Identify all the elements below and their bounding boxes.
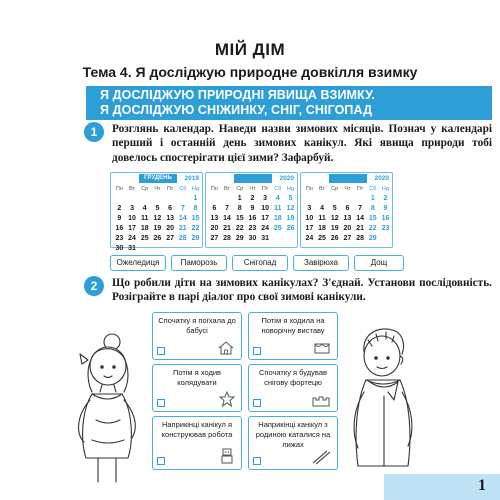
calendar-day[interactable]: 19 bbox=[330, 225, 339, 232]
calendar-day[interactable]: 13 bbox=[343, 215, 352, 222]
card-text: Спочатку я поїхала до бабусі bbox=[158, 316, 236, 335]
calendar-day bbox=[138, 244, 151, 254]
calendar-day[interactable]: 7 bbox=[225, 205, 229, 212]
calendar-day[interactable]: 14 bbox=[356, 215, 364, 222]
calendar-day-name: Нд bbox=[381, 186, 390, 192]
calendar-day[interactable]: 2 bbox=[250, 195, 255, 202]
calendar-day[interactable]: 3 bbox=[130, 205, 134, 212]
calendar-day bbox=[151, 244, 164, 254]
girl-illustration bbox=[62, 330, 148, 490]
calendar-day[interactable]: 12 bbox=[286, 205, 295, 212]
calendar-day[interactable]: 11 bbox=[274, 205, 282, 212]
calendar-day[interactable]: 1 bbox=[193, 195, 198, 202]
topic-title: Тема 4. Я досліджую природне довкілля взимку bbox=[82, 64, 418, 80]
calendar-day[interactable]: 29 bbox=[191, 235, 200, 242]
calendar-day[interactable]: 23 bbox=[248, 225, 257, 232]
weather-options bbox=[110, 255, 492, 271]
activity-card-right-3[interactable] bbox=[248, 416, 338, 470]
banner-line-2: Я ДОСЛІДЖУЮ СНІЖИНКУ, СНІГ, СНІГОПАД bbox=[100, 103, 373, 117]
calendar-day[interactable]: 4 bbox=[275, 195, 280, 202]
calendar-day[interactable]: 7 bbox=[358, 205, 363, 212]
calendar-day[interactable]: 17 bbox=[305, 225, 314, 232]
calendar-day[interactable]: 30 bbox=[115, 245, 124, 252]
activity-card-left-1[interactable] bbox=[152, 312, 242, 360]
calendar-day-name: Вт bbox=[224, 186, 231, 192]
calendar-day bbox=[284, 234, 297, 244]
card-text: Наприкінці канікул я конструював робота bbox=[161, 420, 233, 439]
calendar-day[interactable]: 16 bbox=[381, 215, 390, 222]
calendar-month-label bbox=[329, 174, 367, 183]
calendar-day bbox=[208, 244, 221, 254]
calendar-month-2[interactable] bbox=[205, 172, 298, 248]
calendar-day bbox=[138, 194, 151, 204]
calendar-year: 2020 bbox=[374, 175, 389, 182]
calendar-day-name: Ср bbox=[236, 186, 244, 192]
calendar-day[interactable]: 10 bbox=[128, 215, 136, 222]
calendar-day bbox=[316, 244, 329, 254]
calendar-day[interactable]: 24 bbox=[261, 225, 269, 232]
calendar-day[interactable]: 31 bbox=[128, 245, 136, 252]
task-2-text: Що робили діти на зимових канікулах? З'єднай. Установи послідовність. Розіграйте в парі діалог про свої зимові канікули. bbox=[112, 277, 492, 304]
task-1-number: 1 bbox=[84, 122, 104, 142]
calendar-day bbox=[366, 244, 379, 254]
calendar-day[interactable]: 26 bbox=[286, 225, 295, 232]
calendar-day[interactable]: 10 bbox=[261, 205, 269, 212]
calendar-day[interactable]: 11 bbox=[141, 215, 149, 222]
calendar-grid bbox=[208, 184, 297, 254]
calendar-day bbox=[328, 194, 341, 204]
calendar-day-name: Пт bbox=[166, 186, 174, 192]
calendar-day[interactable]: 14 bbox=[178, 215, 187, 222]
calendar-day[interactable]: 15 bbox=[235, 215, 244, 222]
calendar-day[interactable]: 25 bbox=[273, 225, 282, 232]
star-icon bbox=[219, 391, 235, 407]
calendar-day[interactable]: 13 bbox=[166, 215, 174, 222]
calendar-day-name: Пн bbox=[115, 186, 123, 192]
page-number: 1 bbox=[478, 477, 486, 494]
snow-fort-icon bbox=[311, 393, 331, 407]
calendar-day[interactable]: 18 bbox=[318, 225, 326, 232]
calendar-day bbox=[221, 244, 234, 254]
calendar-day[interactable]: 9 bbox=[117, 215, 122, 222]
calendar-header bbox=[111, 174, 202, 183]
calendar-day[interactable]: 22 bbox=[191, 225, 200, 232]
calendar-day[interactable]: 25 bbox=[318, 235, 326, 242]
calendar-day[interactable]: 12 bbox=[153, 215, 162, 222]
calendar-day[interactable]: 28 bbox=[178, 235, 187, 242]
calendar-day[interactable]: 16 bbox=[248, 215, 257, 222]
calendar-day[interactable]: 17 bbox=[128, 225, 136, 232]
calendar-day-name: Пн bbox=[210, 186, 218, 192]
calendar-day-name: Ср bbox=[331, 186, 339, 192]
calendar-day bbox=[189, 244, 202, 254]
calendar-day[interactable]: 29 bbox=[368, 235, 377, 242]
calendar-day[interactable]: 4 bbox=[142, 205, 147, 212]
calendar-day bbox=[151, 194, 164, 204]
calendar-year: 2019 bbox=[184, 175, 199, 182]
card-checkbox[interactable] bbox=[157, 457, 165, 465]
calendar-day[interactable]: 27 bbox=[343, 235, 352, 242]
calendar-day[interactable]: 26 bbox=[330, 235, 339, 242]
calendar-day[interactable]: 6 bbox=[212, 205, 217, 212]
calendar-day[interactable]: 20 bbox=[210, 225, 219, 232]
calendar-day[interactable]: 20 bbox=[166, 225, 174, 232]
calendar-day bbox=[303, 194, 316, 204]
calendar-day[interactable]: 16 bbox=[115, 225, 124, 232]
weather-chip-snowfall[interactable]: Снігопад bbox=[232, 255, 288, 271]
calendar-day-name: Пт bbox=[356, 186, 364, 192]
theater-icon bbox=[313, 341, 331, 355]
calendar-grid bbox=[113, 184, 202, 254]
task-1-text: Розглянь календар. Наведи назви зимових місяців. Познач у календарі перший і останній день зимових канікул. Які явища природи тобі довелось спостерігати цієї зими? Зафарбуй. bbox=[112, 123, 492, 164]
calendar-day-name: Чт bbox=[154, 186, 161, 192]
activity-card-left-2[interactable] bbox=[152, 364, 242, 412]
calendar-day[interactable]: 4 bbox=[320, 205, 324, 212]
calendar-day[interactable]: 2 bbox=[383, 195, 388, 202]
activity-card-right-1[interactable] bbox=[248, 312, 338, 360]
calendar-day[interactable]: 20 bbox=[343, 225, 352, 232]
calendar-day-name: Сб bbox=[274, 186, 282, 192]
calendar-day-name: Вт bbox=[129, 186, 136, 192]
calendar-day bbox=[341, 244, 354, 254]
card-checkbox[interactable] bbox=[253, 457, 261, 465]
calendar-day bbox=[328, 244, 341, 254]
calendar-day bbox=[303, 244, 316, 254]
calendar-day[interactable]: 28 bbox=[356, 235, 364, 242]
calendar-day[interactable]: 17 bbox=[261, 215, 269, 222]
calendar-year: 2020 bbox=[279, 175, 294, 182]
calendar-month-label: ГРУДЕНЬ bbox=[139, 174, 177, 183]
calendar-day[interactable]: 12 bbox=[330, 215, 339, 222]
calendar-header bbox=[301, 174, 392, 183]
card-checkbox[interactable] bbox=[157, 399, 165, 407]
calendar-day bbox=[164, 194, 177, 204]
calendar-day[interactable]: 5 bbox=[288, 195, 293, 202]
calendar-day[interactable]: 1 bbox=[370, 195, 375, 202]
calendar-day[interactable]: 3 bbox=[263, 195, 268, 202]
calendar-day[interactable]: 19 bbox=[153, 225, 162, 232]
lesson-banner bbox=[86, 86, 492, 120]
calendar-day bbox=[379, 234, 392, 244]
card-text: Потім я ходив колядувати bbox=[172, 368, 222, 387]
calendar-day[interactable]: 18 bbox=[273, 215, 282, 222]
calendar-day[interactable]: 22 bbox=[368, 225, 377, 232]
calendar-month-1[interactable] bbox=[110, 172, 203, 252]
calendar-day-name: Ср bbox=[141, 186, 149, 192]
calendar-day[interactable]: 25 bbox=[140, 235, 149, 242]
calendar-day-name: Сб bbox=[369, 186, 377, 192]
calendar-day[interactable]: 30 bbox=[248, 235, 257, 242]
card-checkbox[interactable] bbox=[157, 347, 165, 355]
weather-chip-ice[interactable]: Ожеледиця bbox=[110, 255, 166, 271]
house-icon bbox=[217, 341, 235, 355]
calendar-day[interactable]: 21 bbox=[223, 225, 231, 232]
calendar-day-name: Вт bbox=[319, 186, 326, 192]
calendar-day bbox=[259, 244, 272, 254]
skis-icon bbox=[311, 449, 331, 465]
calendar-header bbox=[206, 174, 297, 183]
weather-chip-rain[interactable]: Дощ bbox=[354, 255, 404, 271]
calendar-day-name: Сб bbox=[179, 186, 187, 192]
calendar-day bbox=[341, 194, 354, 204]
calendar-day[interactable]: 5 bbox=[155, 205, 160, 212]
calendar-day bbox=[233, 244, 246, 254]
calendar-day[interactable]: 9 bbox=[383, 205, 388, 212]
calendar-day[interactable]: 13 bbox=[210, 215, 219, 222]
calendar-day bbox=[208, 194, 221, 204]
banner-line-1: Я ДОСЛІДЖУЮ ПРИРОДНІ ЯВИЩА ВЗИМКУ. bbox=[100, 88, 375, 102]
calendar-day-name: Нд bbox=[286, 186, 295, 192]
calendar-day[interactable]: 23 bbox=[381, 225, 390, 232]
calendar-day[interactable]: 11 bbox=[318, 215, 326, 222]
card-text: Спочатку я будував снігову фортецю bbox=[259, 368, 327, 387]
card-text: Потім я ходила на новорічну виставу bbox=[261, 316, 325, 335]
calendar-day[interactable]: 28 bbox=[223, 235, 231, 242]
calendar-day[interactable]: 14 bbox=[223, 215, 231, 222]
calendar-day[interactable]: 15 bbox=[191, 215, 200, 222]
calendar-day[interactable]: 1 bbox=[237, 195, 242, 202]
calendar-day bbox=[379, 244, 392, 254]
calendar-month-3[interactable] bbox=[300, 172, 393, 248]
calendar-day bbox=[164, 244, 177, 254]
calendar-day[interactable]: 2 bbox=[117, 205, 122, 212]
weather-chip-blizzard[interactable]: Завірюха bbox=[293, 255, 349, 271]
calendar-day-name: Чт bbox=[249, 186, 256, 192]
card-checkbox[interactable] bbox=[253, 399, 261, 407]
calendar-day bbox=[316, 194, 329, 204]
boy-illustration bbox=[344, 316, 424, 486]
calendar-day[interactable]: 31 bbox=[261, 235, 269, 242]
unit-title: МІЙ ДІМ bbox=[214, 40, 286, 59]
calendar-day[interactable]: 8 bbox=[237, 205, 242, 212]
card-text: Наприкінці канікул з родиною каталися на лижах bbox=[255, 420, 331, 449]
calendar-day bbox=[176, 244, 189, 254]
calendar-day[interactable]: 24 bbox=[128, 235, 136, 242]
calendar-day bbox=[284, 244, 297, 254]
calendar-day[interactable]: 15 bbox=[368, 215, 377, 222]
calendar-day bbox=[354, 194, 367, 204]
calendar-day-name: Пн bbox=[305, 186, 313, 192]
calendar-day bbox=[354, 244, 367, 254]
calendar-day[interactable]: 6 bbox=[345, 205, 350, 212]
calendar-day[interactable]: 9 bbox=[250, 205, 255, 212]
calendar-day-name: Пт bbox=[261, 186, 269, 192]
calendar-day bbox=[176, 194, 189, 204]
calendar-day[interactable]: 8 bbox=[370, 205, 375, 212]
calendar-day[interactable]: 21 bbox=[178, 225, 187, 232]
calendar-day[interactable]: 19 bbox=[286, 215, 295, 222]
calendar-day[interactable]: 18 bbox=[140, 225, 149, 232]
task-2-number: 2 bbox=[84, 276, 104, 296]
calendar-day bbox=[246, 244, 259, 254]
calendar-day-name: Чт bbox=[344, 186, 351, 192]
calendar-day[interactable]: 27 bbox=[166, 235, 174, 242]
calendar-month-label bbox=[234, 174, 272, 183]
calendar-day-name: Нд bbox=[191, 186, 200, 192]
activity-card-left-3[interactable] bbox=[152, 416, 242, 470]
calendar-day bbox=[271, 234, 284, 244]
calendar-day[interactable]: 7 bbox=[180, 205, 185, 212]
calendar-day[interactable]: 22 bbox=[235, 225, 244, 232]
calendar-day[interactable]: 26 bbox=[153, 235, 162, 242]
calendar-day[interactable]: 6 bbox=[168, 205, 173, 212]
activity-card-right-2[interactable] bbox=[248, 364, 338, 412]
calendar-day[interactable]: 27 bbox=[210, 235, 219, 242]
calendar-day bbox=[113, 194, 126, 204]
calendar-day[interactable]: 24 bbox=[305, 235, 314, 242]
page-tab bbox=[384, 474, 500, 500]
calendar-day bbox=[126, 194, 139, 204]
calendar-day[interactable]: 29 bbox=[235, 235, 244, 242]
calendar-grid bbox=[303, 184, 392, 254]
calendar-day[interactable]: 23 bbox=[115, 235, 124, 242]
calendar-day[interactable]: 21 bbox=[356, 225, 364, 232]
calendar-day[interactable]: 10 bbox=[305, 215, 314, 222]
card-checkbox[interactable] bbox=[253, 347, 261, 355]
calendar-day bbox=[221, 194, 234, 204]
calendar-day[interactable]: 3 bbox=[307, 205, 312, 212]
calendar-day bbox=[271, 244, 284, 254]
calendar-day[interactable]: 8 bbox=[193, 205, 198, 212]
calendar-day[interactable]: 5 bbox=[332, 205, 337, 212]
weather-chip-frost[interactable]: Паморозь bbox=[171, 255, 227, 271]
robot-icon bbox=[219, 447, 235, 465]
